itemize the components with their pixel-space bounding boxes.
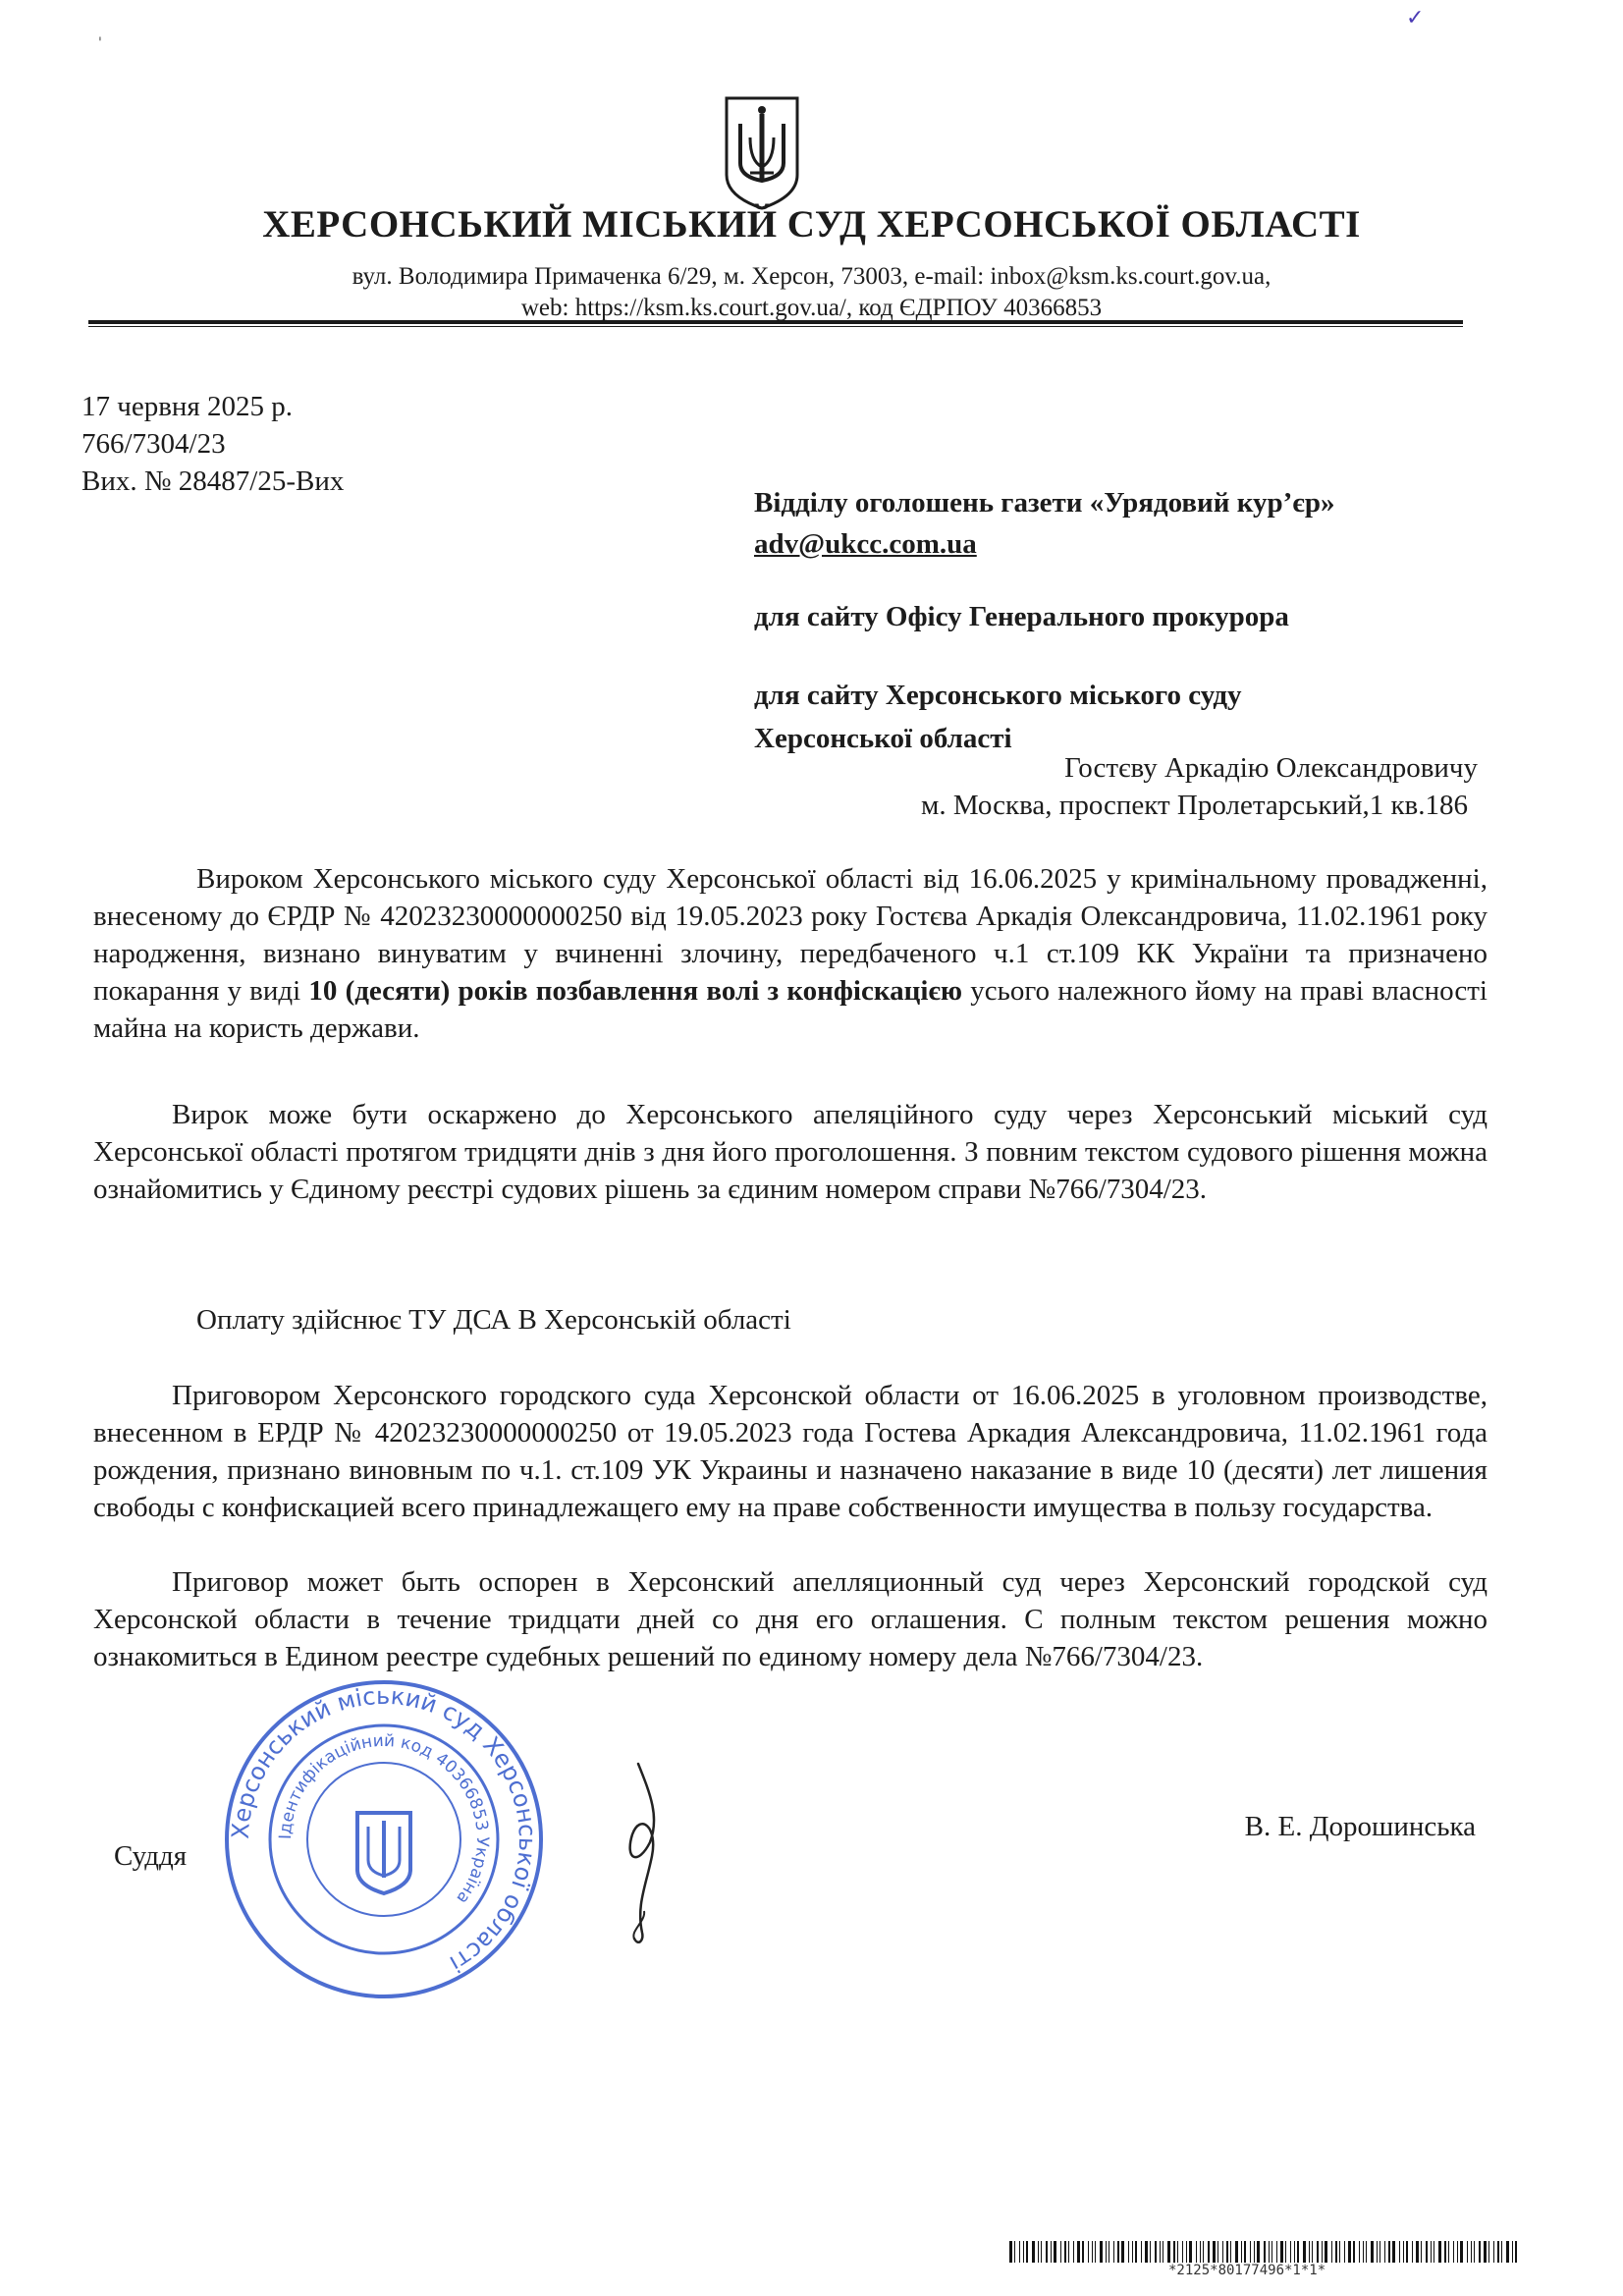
barcode-bar bbox=[1331, 2241, 1332, 2263]
barcode-bar bbox=[1285, 2241, 1286, 2263]
barcode-bar bbox=[1155, 2241, 1157, 2263]
barcode-bar bbox=[1325, 2241, 1327, 2263]
document-date: 17 червня 2025 р. bbox=[81, 391, 294, 422]
barcode-bar bbox=[1257, 2241, 1260, 2263]
appeal-paragraph-russian bbox=[93, 1563, 1488, 1675]
corner-dot-mark: ' bbox=[98, 35, 102, 51]
barcode-bar bbox=[1167, 2241, 1170, 2263]
barcode-bar bbox=[1121, 2241, 1124, 2263]
recipient-prosecutor-site: для сайту Офісу Генерального прокурора bbox=[754, 601, 1289, 632]
recipient-court-site-line2: Херсонської області bbox=[754, 723, 1012, 754]
court-name-heading: ХЕРСОНСЬКИЙ МІСЬКИЙ СУД ХЕРСОНСЬКОЇ ОБЛАСТІ bbox=[262, 203, 1361, 246]
barcode-bar bbox=[1501, 2241, 1502, 2263]
judge-signature bbox=[595, 1758, 693, 1954]
recipient-person-address: м. Москва, проспект Пролетарський,1 кв.186 bbox=[921, 790, 1468, 821]
barcode-bar bbox=[1276, 2241, 1277, 2263]
barcode-bar bbox=[1312, 2241, 1313, 2263]
barcode-bar bbox=[1297, 2241, 1299, 2263]
barcode-bar bbox=[1046, 2241, 1048, 2263]
barcode-bar bbox=[1431, 2241, 1432, 2263]
barcode-bar bbox=[1088, 2241, 1089, 2263]
barcode-bar bbox=[1294, 2241, 1295, 2263]
barcode-bar bbox=[1160, 2241, 1161, 2263]
barcode-bar bbox=[1092, 2241, 1093, 2263]
verdict-paragraph-russian bbox=[93, 1377, 1488, 1526]
barcode-bar bbox=[1392, 2241, 1395, 2263]
barcode-bar bbox=[1460, 2241, 1463, 2263]
payment-text: Оплату здійснює ТУ ДСА В Херсонській області bbox=[196, 1304, 791, 1336]
verdict-text-part2: усього належного йому на праві власності майна на користь держави. bbox=[93, 975, 1488, 1044]
barcode-bar bbox=[1493, 2241, 1494, 2263]
barcode-bar bbox=[1230, 2241, 1231, 2263]
barcode-bar bbox=[1135, 2241, 1137, 2263]
outgoing-number: Вих. № 28487/25-Вих bbox=[81, 465, 345, 497]
barcode-bar bbox=[1448, 2241, 1449, 2263]
barcode-bar bbox=[1339, 2241, 1340, 2263]
judge-name: В. Е. Дорошинська bbox=[1244, 1811, 1476, 1842]
barcode-bar bbox=[1064, 2241, 1066, 2263]
barcode-bar bbox=[1244, 2241, 1246, 2263]
barcode-bar bbox=[1235, 2241, 1238, 2263]
barcode-bar bbox=[1271, 2241, 1272, 2263]
barcode-bar bbox=[1309, 2241, 1310, 2263]
barcode-bar bbox=[1484, 2241, 1487, 2263]
barcode-bar bbox=[1100, 2241, 1103, 2263]
barcode-bar bbox=[1497, 2241, 1499, 2263]
barcode-bar bbox=[1106, 2241, 1107, 2263]
barcode-bar bbox=[1457, 2241, 1458, 2263]
barcode-bar bbox=[1041, 2241, 1042, 2263]
barcode-bar bbox=[1054, 2241, 1056, 2263]
barcode-bar bbox=[1515, 2241, 1517, 2263]
appeal-paragraph-ukrainian bbox=[93, 1096, 1488, 1208]
barcode-bar bbox=[1060, 2241, 1061, 2263]
barcode-bar bbox=[1082, 2241, 1084, 2263]
signer-role: Суддя bbox=[114, 1840, 188, 1872]
barcode-bar bbox=[1019, 2241, 1020, 2263]
barcode-bar bbox=[1145, 2241, 1148, 2263]
barcode-bar bbox=[1068, 2241, 1069, 2263]
barcode-bar bbox=[1406, 2241, 1408, 2263]
barcode-bar bbox=[1203, 2241, 1204, 2263]
recipient-email: adv@ukcc.com.ua bbox=[754, 528, 977, 560]
barcode-bar bbox=[1132, 2241, 1133, 2263]
barcode-bar bbox=[1377, 2241, 1378, 2263]
barcode-bar bbox=[1222, 2241, 1223, 2263]
barcode-bar bbox=[1077, 2241, 1080, 2263]
barcode-bar bbox=[1113, 2241, 1114, 2263]
recipient-person-name: Гостєву Аркадію Олександровичу bbox=[1064, 752, 1478, 784]
barcode-bar bbox=[1506, 2241, 1509, 2263]
barcode-bar bbox=[1426, 2241, 1428, 2263]
barcode-bar bbox=[1141, 2241, 1142, 2263]
barcode-caption: *2125*80177496*1*1* bbox=[1168, 2263, 1326, 2278]
barcode-bar bbox=[1512, 2241, 1513, 2263]
court-seal-stamp bbox=[222, 1677, 546, 2001]
barcode-bar bbox=[1200, 2241, 1201, 2263]
barcode-bar bbox=[1023, 2241, 1024, 2263]
barcode-bar bbox=[1412, 2241, 1413, 2263]
barcode-bar bbox=[1344, 2241, 1345, 2263]
barcode-bar bbox=[1173, 2241, 1175, 2263]
barcode-bar bbox=[1177, 2241, 1178, 2263]
trident-coat-of-arms-icon bbox=[721, 94, 803, 212]
barcode-bar bbox=[1280, 2241, 1283, 2263]
barcode-bar bbox=[1348, 2241, 1351, 2263]
svg-text:Ідентифікаційний код 40366853 bbox=[276, 1731, 492, 1908]
verdict-text-russian: Приговором Херсонского городского суда Херсонской области от 16.06.2025 в уголовном производстве, внесенном в ЕРДР № 42023230000000250 от 19.05.2023 года Гостева Аркадия Александровича, 11.02.1961 года рождения, признано виновным по ч.1. ст.109 УК Украины и назначено наказание в виде 10 (десяти) лет лишения свободы с конфискацией всего принадлежащего ему на праве собственности имущества в пользу государства. bbox=[93, 1380, 1488, 1523]
barcode-bar bbox=[1371, 2241, 1374, 2263]
recipient-newspaper: Відділу оголошень газети «Урядовий кур’єр» bbox=[754, 487, 1335, 519]
appeal-text-russian: Приговор может быть оспорен в Херсонский апелляционный суд через Херсонский городской суд Херсонской области в течение тридцати дней со дня его оглашения. С полным текстом решения можно ознакомиться в Едином реестре судебных решений по единому номеру дела №766/7304/23. bbox=[93, 1566, 1488, 1672]
barcode-bar bbox=[1438, 2241, 1441, 2263]
barcode-bar bbox=[1303, 2241, 1306, 2263]
barcode-bar bbox=[1208, 2241, 1210, 2263]
corner-ink-mark: ✓ bbox=[1406, 6, 1425, 30]
barcode-bar bbox=[1182, 2241, 1183, 2263]
barcode-bar bbox=[1014, 2241, 1015, 2263]
barcode-bar bbox=[1186, 2241, 1187, 2263]
verdict-paragraph-ukrainian bbox=[93, 860, 1488, 1047]
barcode-bar bbox=[1051, 2241, 1052, 2263]
payment-note bbox=[93, 1301, 1488, 1339]
case-number: 766/7304/23 bbox=[81, 428, 226, 460]
court-address-line: вул. Володимира Примаченка 6/29, м. Херсон, 73003, e-mail: inbox@ksm.ks.court.gov.ua, bbox=[352, 263, 1271, 290]
barcode-bar bbox=[1453, 2241, 1454, 2263]
barcode-bar bbox=[1213, 2241, 1216, 2263]
barcode-bar bbox=[1488, 2241, 1489, 2263]
barcode-bar bbox=[1363, 2241, 1364, 2263]
recipient-court-site-line1: для сайту Херсонського міського суду bbox=[754, 680, 1242, 711]
barcode-bar bbox=[1254, 2241, 1255, 2263]
barcode-bar bbox=[1128, 2241, 1129, 2263]
barcode-bar bbox=[1009, 2241, 1012, 2263]
barcode-bar bbox=[1189, 2241, 1192, 2263]
barcode-bar bbox=[1317, 2241, 1319, 2263]
seal-inner-text: Ідентифікаційний код 40366853 Україна bbox=[275, 1730, 493, 1908]
barcode-bar bbox=[1353, 2241, 1355, 2263]
barcode-bar bbox=[1467, 2241, 1468, 2263]
seal-outer-text: Херсонський міський суд Херсонської області bbox=[226, 1681, 542, 1978]
document-barcode bbox=[1009, 2241, 1520, 2263]
barcode-bar bbox=[1416, 2241, 1419, 2263]
barcode-bar bbox=[1117, 2241, 1119, 2263]
appeal-text-ukrainian: Вирок може бути оскаржено до Херсонського апеляційного суду через Херсонський міський суд Херсонської області протягом тридцяти днів з дня його проголошення. З повним текстом судового рішення можна ознайомитись у Єдиному реєстрі судових рішень за єдиним номером справи №766/7304/23. bbox=[93, 1099, 1488, 1205]
barcode-bar bbox=[1322, 2241, 1323, 2263]
barcode-bar bbox=[1269, 2241, 1270, 2263]
barcode-bar bbox=[1250, 2241, 1251, 2263]
barcode-bar bbox=[1073, 2241, 1074, 2263]
barcode-bar bbox=[1359, 2241, 1360, 2263]
barcode-bar bbox=[1038, 2241, 1039, 2263]
barcode-bar bbox=[1264, 2241, 1266, 2263]
header-divider bbox=[88, 320, 1463, 324]
barcode-bar bbox=[1366, 2241, 1367, 2263]
barcode-bar bbox=[1026, 2241, 1028, 2263]
barcode-bar bbox=[1474, 2241, 1475, 2263]
verdict-sentence-bold: 10 (десяти) років позбавлення волі з конфіскацією bbox=[308, 975, 963, 1007]
court-web-line: web: https://ksm.ks.court.gov.ua/, код ЄДРПОУ 40366853 bbox=[520, 295, 1103, 321]
verdict-text-part1: Вироком Херсонського міського суду Херсонської області від 16.06.2025 у кримінальному провадженні, внесеному до ЄРДР № 42023230000000250 від 19.05.2023 року Гостєва Аркадія Олександровича, 11.02.1961 року народження, визнано винуватим у вчиненні злочину, передбаченого ч.1 ст.109 КК України та призначено покарання у виді bbox=[93, 863, 1488, 1007]
barcode-bar bbox=[1421, 2241, 1422, 2263]
barcode-bar bbox=[1471, 2241, 1472, 2263]
barcode-bar bbox=[1196, 2241, 1197, 2263]
barcode-bar bbox=[1384, 2241, 1385, 2263]
barcode-bar bbox=[1388, 2241, 1390, 2263]
barcode-bar bbox=[1241, 2241, 1242, 2263]
barcode-bar bbox=[1399, 2241, 1400, 2263]
seal-trident-icon bbox=[357, 1813, 410, 1893]
barcode-bar bbox=[1217, 2241, 1218, 2263]
barcode-bar bbox=[1226, 2241, 1228, 2263]
header-divider-thin bbox=[88, 326, 1463, 327]
barcode-bar bbox=[1479, 2241, 1481, 2263]
barcode-bar bbox=[1444, 2241, 1446, 2263]
barcode-bar bbox=[1095, 2241, 1096, 2263]
barcode-bar bbox=[1335, 2241, 1337, 2263]
barcode-bar bbox=[1403, 2241, 1404, 2263]
barcode-bar bbox=[1150, 2241, 1151, 2263]
barcode-bar bbox=[1290, 2241, 1291, 2263]
barcode-bar bbox=[1032, 2241, 1035, 2263]
